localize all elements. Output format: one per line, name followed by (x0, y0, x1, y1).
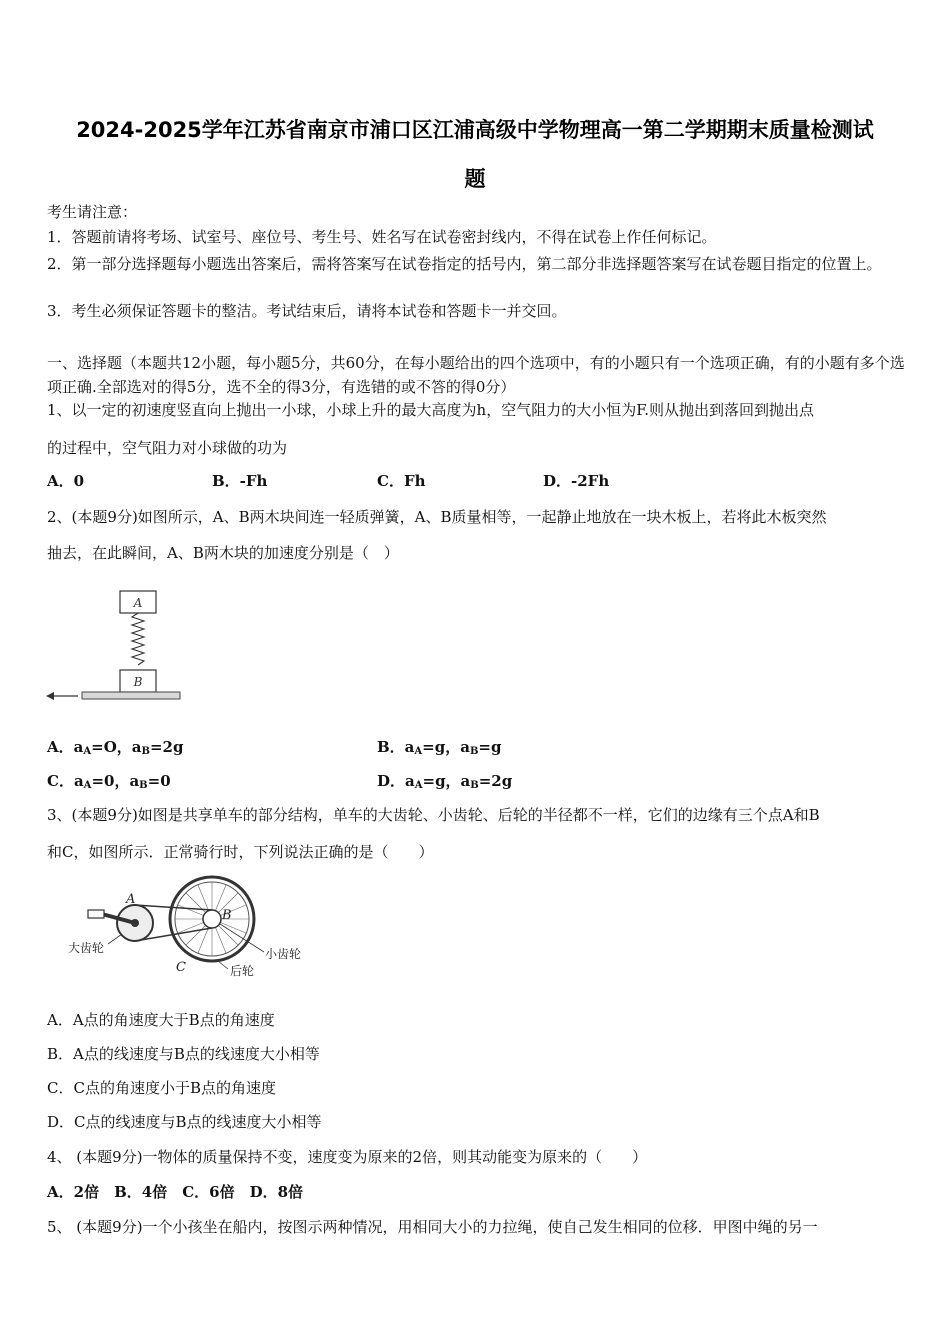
q2-option-a: A．$a_A=O$，$a_B=2g$ (47, 738, 184, 757)
small-gear (203, 910, 221, 928)
board (82, 692, 180, 699)
q2-stem-line1: 2、(本题9分)如图所示，A、B两木块间连一轻质弹簧，A、B质量相等，一起静止地放在一块木板上，若将此木板突然 (47, 508, 827, 526)
q2-option-c: C．$a_A=0$，$a_B=0$ (47, 772, 171, 791)
q3-stem-line1: 3、(本题9分)如图是共享单车的部分结构，单车的大齿轮、小齿轮、后轮的半径都不一样，它们的边缘有三个点A和B (47, 806, 820, 824)
q4-stem: 4、 (本题9分)一物体的质量保持不变，速度变为原来的2倍，则其动能变为原来的（ ） (47, 1148, 648, 1166)
big-gear-label: 大齿轮 (68, 941, 105, 955)
q4-options: A．2倍 B．4倍 C．6倍 D．8倍 (47, 1183, 304, 1201)
q1-stem-line2: 的过程中，空气阻力对小球做的功为 (47, 439, 288, 457)
rear-wheel-pointer (218, 961, 228, 969)
q1-option-b: B．-Fh (212, 472, 268, 490)
q1-option-c: C．Fh (377, 472, 426, 490)
bicycle-figure (60, 872, 320, 984)
notice-item-1: 1．答题前请将考场、试室号、座位号、考生号、姓名写在试卷密封线内，不得在试卷上作任何标记。 (47, 228, 717, 246)
q1-option-d: D．-2Fh (543, 472, 610, 490)
q2-option-b: B．$a_A=g$，$a_B=g$ (377, 738, 502, 757)
notice-heading: 考生请注意： (47, 203, 138, 221)
section1-intro: 一、选择题（本题共12小题，每小题5分，共60分，在每小题给出的四个选项中，有的小题只有一个选项正确，有的小题有多个选项正确.全部选对的得5分，选不全的得3分，有选错的或不答的得0分） (47, 354, 905, 396)
small-gear-label: 小齿轮 (265, 947, 302, 961)
page-title-line2: 题 (464, 167, 486, 191)
notice-item-3: 3．考生必须保证答题卡的整洁。考试结束后，请将本试卷和答题卡一并交回。 (47, 302, 567, 320)
q1-option-a: A．0 (47, 472, 85, 490)
spring-blocks-figure (40, 585, 190, 710)
q3-option-c: C．C点的角速度小于B点的角速度 (47, 1079, 276, 1097)
point-a-label: A (126, 892, 136, 907)
spring (132, 613, 144, 665)
q5-stem-line1: 5、 (本题9分)一个小孩坐在船内，按图示两种情况，用相同大小的力拉绳，使自己发生相同的位移．甲图中绳的另一 (47, 1218, 818, 1236)
q3-option-a: A．A点的角速度大于B点的角速度 (47, 1011, 275, 1029)
pull-arrow-icon (46, 692, 54, 700)
notice-item-2: 2．第一部分选择题每小题选出答案后，需将答案写在试卷指定的括号内，第二部分非选择题答案写在试卷题目指定的位置上。 (47, 255, 882, 273)
q2-stem-line2: 抽去，在此瞬间，A、B两木块的加速度分别是（ ） (47, 544, 399, 562)
block-a-label: A (133, 596, 143, 610)
page-title-line1: 2024-2025学年江苏省南京市浦口区江浦高级中学物理高一第二学期期末质量检测试 (76, 118, 874, 142)
block-b-label: B (133, 675, 143, 689)
q3-stem-line2: 和C，如图所示．正常骑行时，下列说法正确的是（ ） (47, 843, 434, 861)
q3-option-d: D．C点的线速度与B点的线速度大小相等 (47, 1113, 322, 1131)
q3-option-b: B．A点的线速度与B点的线速度大小相等 (47, 1045, 320, 1063)
pedal (88, 910, 104, 918)
point-b-label: B (222, 908, 232, 923)
rear-wheel-label: 后轮 (230, 964, 255, 978)
point-c-label: C (176, 960, 186, 975)
q2-option-d: D．$a_A=g$，$a_B=2g$ (377, 772, 513, 791)
q1-stem-line1: 1、以一定的初速度竖直向上抛出一小球，小球上升的最大高度为h，空气阻力的大小恒为F.则从抛出到落回到抛出点 (47, 401, 815, 419)
big-gear-pointer (108, 934, 122, 944)
